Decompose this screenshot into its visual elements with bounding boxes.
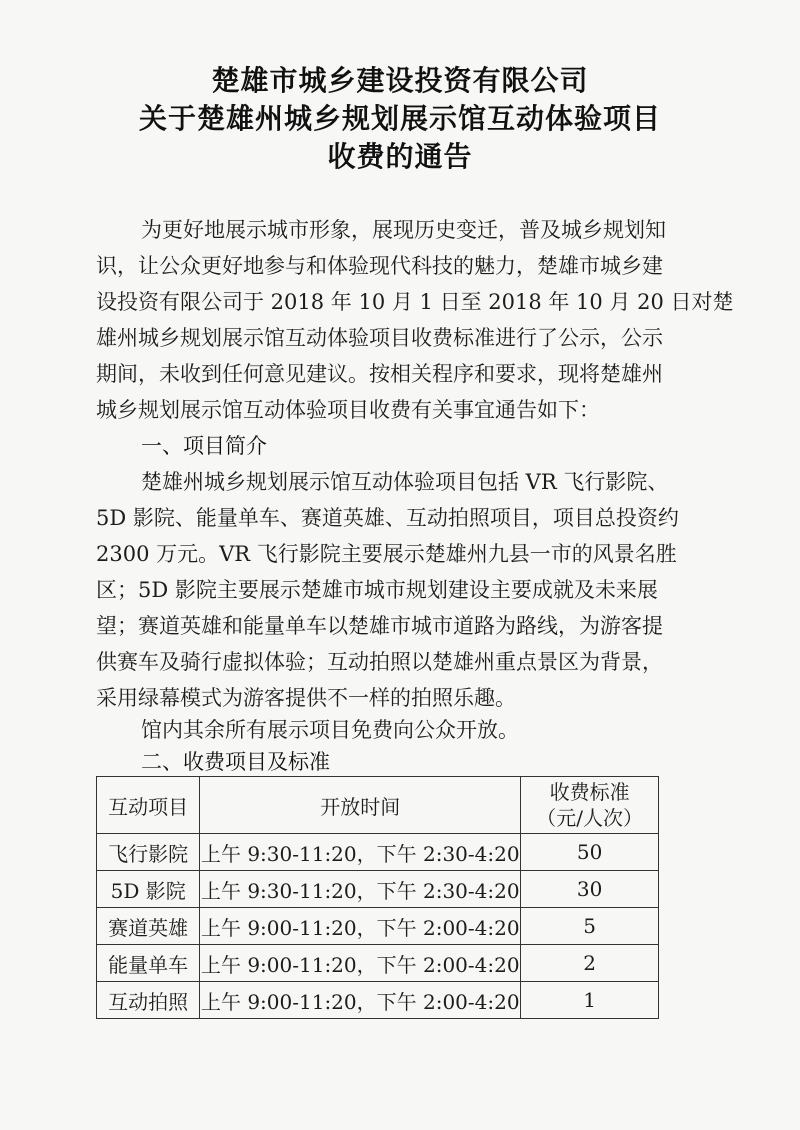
intro-line: 识，让公众更好地参与和体验现代科技的魅力，楚雄市城乡建 xyxy=(96,254,663,278)
cell-item: 互动拍照 xyxy=(97,982,200,1019)
fee-table xyxy=(96,776,659,1019)
table-row xyxy=(97,871,659,908)
cell-time: 上午 9:30-11:20，下午 2:30-4:20 xyxy=(200,834,521,871)
cell-item: 能量单车 xyxy=(97,945,200,982)
table-row xyxy=(97,908,659,945)
notice-title-line-3: 收费的通告 xyxy=(327,140,473,173)
table-row xyxy=(97,982,659,1019)
section-heading-project-intro: 一、项目简介 xyxy=(141,434,267,458)
cell-time: 上午 9:00-11:20，下午 2:00-4:20 xyxy=(200,908,521,945)
intro-line: 雄州城乡规划展示馆互动体验项目收费标准进行了公示，公示 xyxy=(96,326,663,350)
section1-line: 供赛车及骑行虚拟体验；互动拍照以楚雄州重点景区为背景， xyxy=(96,650,663,674)
intro-line: 设投资有限公司于 2018 年 10 月 1 日至 2018 年 10 月 20 日对楚 xyxy=(96,290,734,314)
notice-title-line-1: 楚雄市城乡建设投资有限公司 xyxy=(211,64,589,97)
table-row xyxy=(97,834,659,871)
section1-line: 望；赛道英雄和能量单车以楚雄市城市道路为路线，为游客提 xyxy=(96,614,663,638)
table-row xyxy=(97,945,659,982)
header-time: 开放时间 xyxy=(200,777,521,834)
intro-line: 为更好地展示城市形象，展现历史变迁，普及城乡规划知 xyxy=(141,218,666,242)
section1-line: 楚雄州城乡规划展示馆互动体验项目包括 VR 飞行影院、 xyxy=(141,470,669,494)
cell-fee: 5 xyxy=(521,908,659,945)
fee-table-header-row xyxy=(97,777,659,834)
cell-fee: 30 xyxy=(521,871,659,908)
header-fee-label: 收费标准 xyxy=(549,780,630,804)
cell-time: 上午 9:30-11:20，下午 2:30-4:20 xyxy=(200,871,521,908)
cell-item: 5D 影院 xyxy=(97,871,200,908)
section1-line: 区；5D 影院主要展示楚雄市城市规划建设主要成就及未来展 xyxy=(96,578,658,602)
cell-time: 上午 9:00-11:20，下午 2:00-4:20 xyxy=(200,982,521,1019)
header-fee-unit: （元/人次） xyxy=(536,806,643,830)
cell-fee: 2 xyxy=(521,945,659,982)
cell-item: 赛道英雄 xyxy=(97,908,200,945)
cell-time: 上午 9:00-11:20，下午 2:00-4:20 xyxy=(200,945,521,982)
intro-line: 城乡规划展示馆互动体验项目收费有关事宜通告如下： xyxy=(96,398,600,422)
cell-fee: 1 xyxy=(521,982,659,1019)
section1-free-note: 馆内其余所有展示项目免费向公众开放。 xyxy=(141,718,519,742)
section1-line: 采用绿幕模式为游客提供不一样的拍照乐趣。 xyxy=(96,686,516,710)
section1-line: 5D 影院、能量单车、赛道英雄、互动拍照项目，项目总投资约 xyxy=(96,506,679,530)
cell-fee: 50 xyxy=(521,834,659,871)
intro-line: 期间，未收到任何意见建议。按相关程序和要求，现将楚雄州 xyxy=(96,362,663,386)
header-fee xyxy=(521,777,659,834)
section-heading-fees: 二、收费项目及标准 xyxy=(141,750,330,774)
notice-title-line-2: 关于楚雄州城乡规划展示馆互动体验项目 xyxy=(138,102,661,135)
cell-item: 飞行影院 xyxy=(97,834,200,871)
section1-line: 2300 万元。VR 飞行影院主要展示楚雄州九县一市的风景名胜 xyxy=(96,542,677,566)
header-item: 互动项目 xyxy=(97,777,200,834)
